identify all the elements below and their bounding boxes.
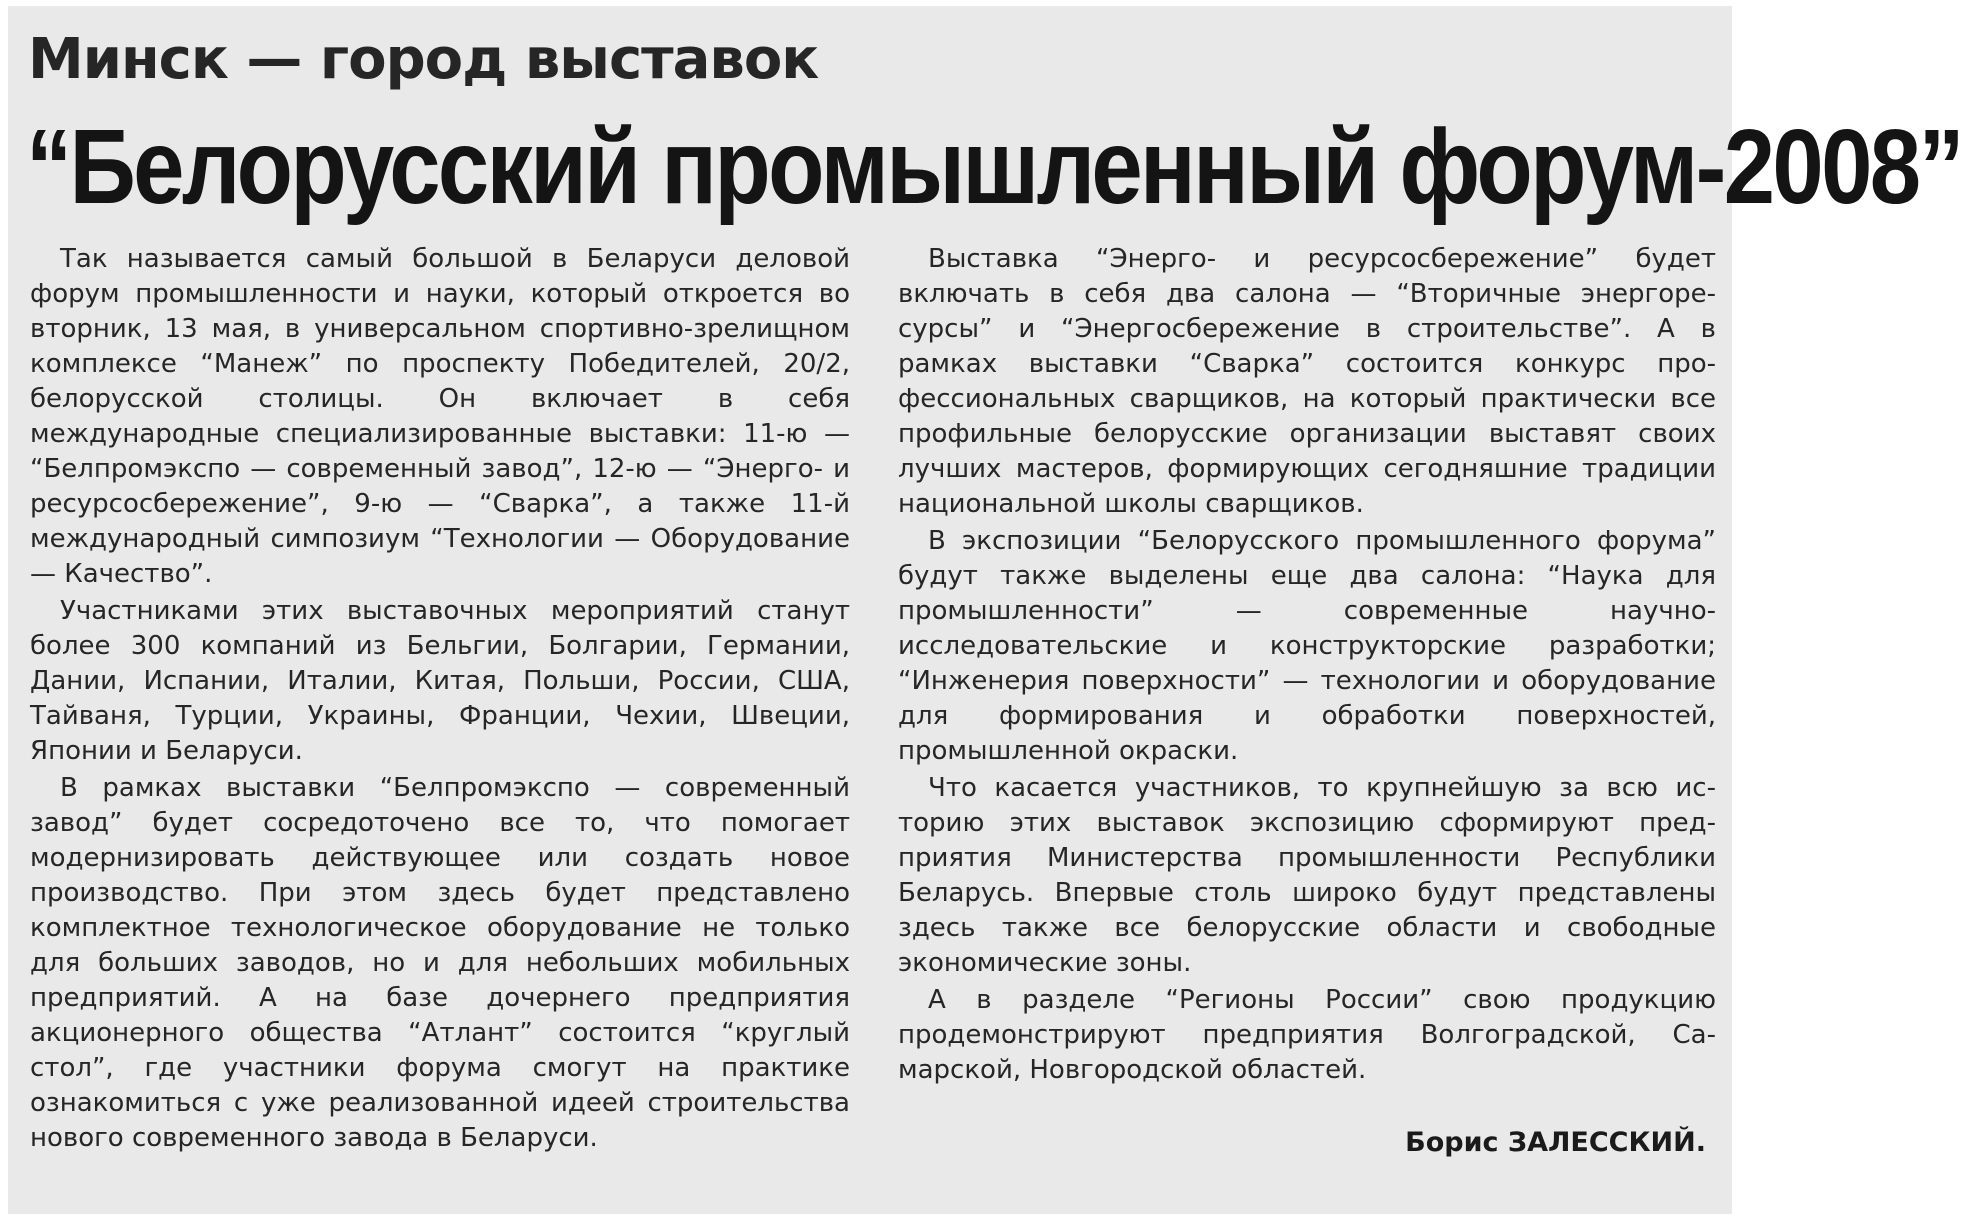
paragraph: Что касается участников, то крупнейшую за всю историю этих выставок экспозицию сформируют предприятия Министерства промышленности Республики Беларусь. Впервые столь широко будут представлены здесь также все белорусские области и свободные экономические зоны. xyxy=(898,773,1716,978)
paragraph: Участниками этих выставочных мероприятий станут более 300 компаний из Бельгии, Болгарии, Германии, Дании, Испании, Италии, Китая, Польши, России, США, Тайваня, Турции, Украины, Франции, Чехии, Швеции, Японии и Беларуси. xyxy=(30,596,850,766)
paragraph: А в разделе “Регионы России” свою продукцию продемонстрируют предприятия Волгоградской, Самарской, Новгородской областей. xyxy=(898,985,1716,1085)
paragraph: В экспозиции “Белорусского промышленного форума” будут также выделены еще два салона: “Наука для промышленности” — современные научно-исследовательские и конструкторские разработки; “Инженерия поверхности” — технологии и оборудование для формирования и обработки поверхностей, промышленной окраски. xyxy=(898,526,1716,766)
right-column xyxy=(898,242,1716,1090)
author-byline: Борис ЗАЛЕССКИЙ. xyxy=(1405,1127,1706,1158)
paragraph: В рамках выставки “Белпромэкспо — современный завод” будет сосредоточено все то, что помогает модернизировать действующее или создать новое производство. При этом здесь будет представлено комплектное технологическое оборудование не только для больших заводов, но и для небольших мобильных предприятий. А на базе дочернего предприятия акционерного общества “Атлант” состоится “круглый стол”, где участники форума смогут на практике ознакомиться с уже реализованной идеей строительства нового современного завода в Беларуси. xyxy=(30,773,850,1153)
newspaper-clipping xyxy=(8,6,1962,1214)
paragraph: Так называется самый большой в Беларуси деловой форум промышленности и науки, который откроется во вторник, 13 мая, в универсальном спортивно-зрелищном комплексе “Манеж” по проспекту Победителей, 20/2, белорусской столицы. Он включает в себя международные специализированные выставки: 11-ю — “Белпромэкспо — современный завод”, 12-ю — “Энерго- и ресурсосбережение”, 9-ю — “Сварка”, а также 11-й международный симпозиум “Технологии — Оборудование — Качество”. xyxy=(30,244,850,589)
article-headline: “Белорусский промышленный форум-2008” xyxy=(26,108,1962,226)
paragraph: Выставка “Энерго- и ресурсосбережение” будет включать в себя два салона — “Вторичные энергоресурсы” и “Энергосбережение в строительстве”. А в рамках выставки “Сварка” состоится конкурс профессиональных сварщиков, на который практически все профильные белорусские организации выставят своих лучших мастеров, формирующих сегодняшние традиции национальной школы сварщиков. xyxy=(898,244,1716,519)
left-column xyxy=(30,242,850,1158)
rubric-kicker: Минск — город выставок xyxy=(28,27,819,92)
